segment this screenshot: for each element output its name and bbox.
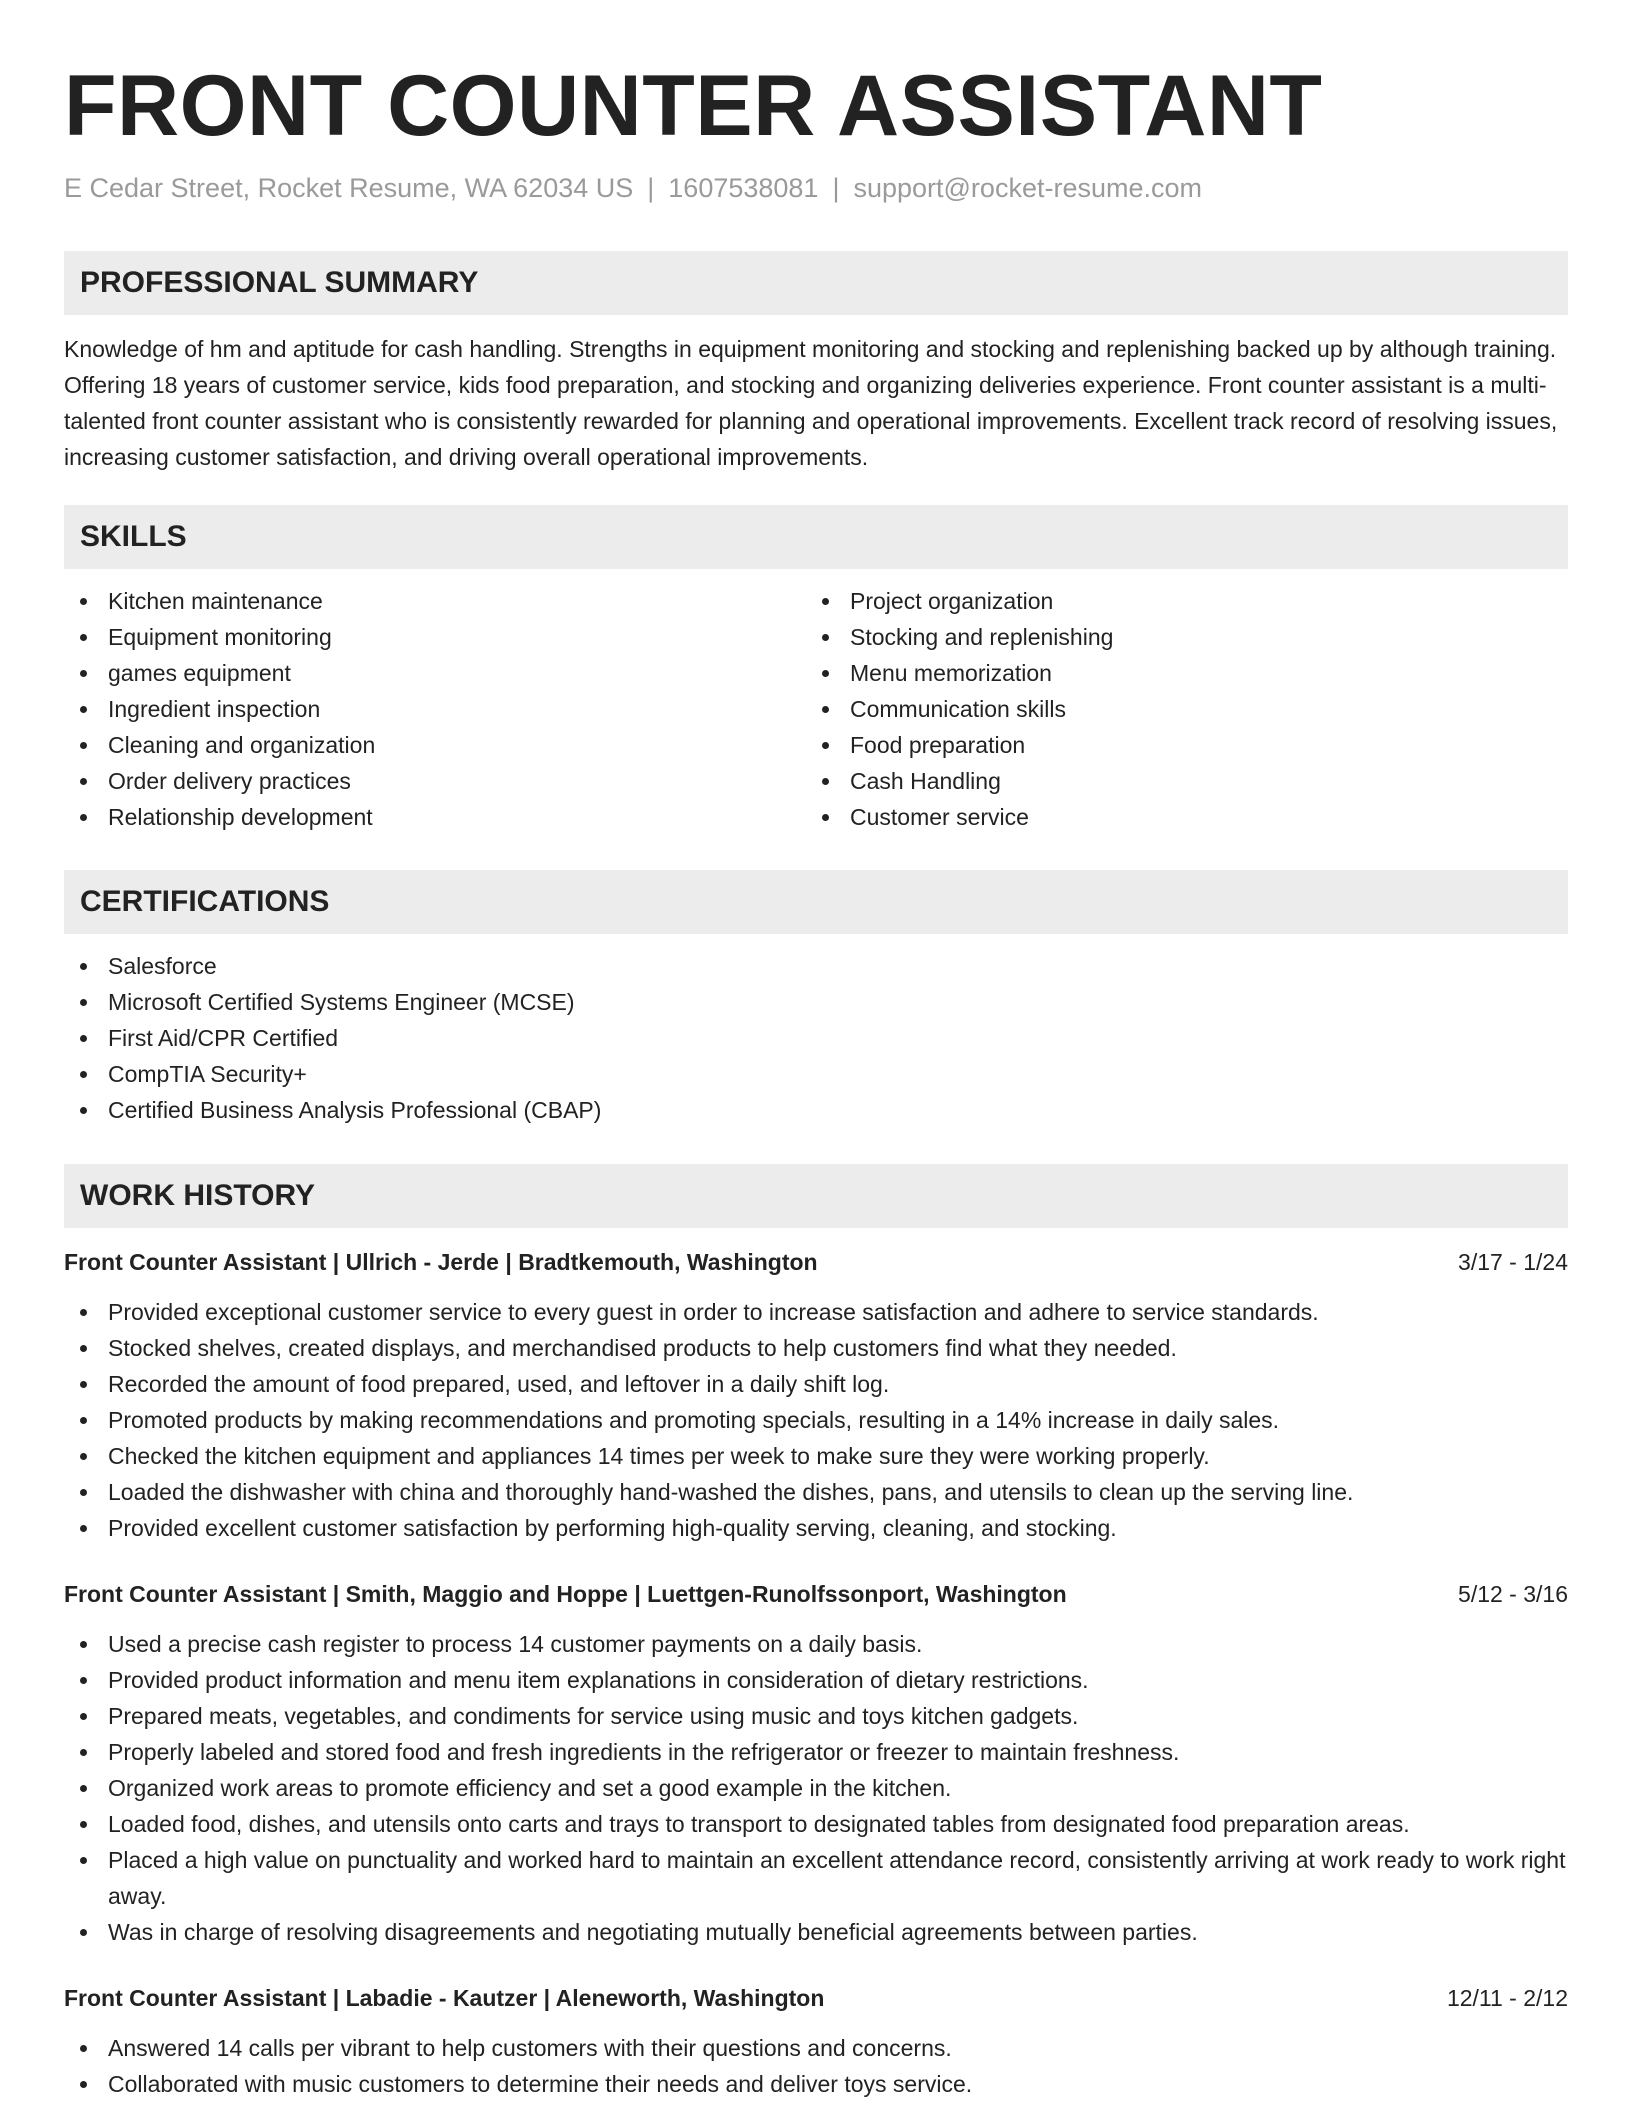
job-entry — [64, 1576, 1568, 1950]
skills-grid — [64, 583, 1568, 835]
contact-separator: | — [832, 173, 840, 203]
skill-item: Ingredient inspection — [64, 691, 806, 727]
job-bullet: Loaded food, dishes, and utensils onto carts and trays to transport to designated tables from designated food preparation areas. — [64, 1806, 1568, 1842]
job-dates: 3/17 - 1/24 — [1458, 1249, 1568, 1275]
certifications-section — [64, 870, 1568, 1128]
skill-item: Equipment monitoring — [64, 619, 806, 655]
job-bullet: Used a precise cash register to process 14 customer payments on a daily basis. — [64, 1626, 1568, 1662]
resume-page — [64, 0, 1568, 2097]
job-title: Front Counter Assistant | Labadie - Kautzer | Aleneworth, Washington — [64, 1985, 825, 2011]
certification-item: Salesforce — [64, 948, 1568, 984]
skill-item: games equipment — [64, 655, 806, 691]
job-bullet-list — [64, 2030, 1568, 2102]
summary-text: Knowledge of hm and aptitude for cash handling. Strengths in equipment monitoring and stocking and replenishing backed up by although training. Offering 18 years of customer service, kids food preparation, and stocking and organizing deliveries experience. Front counter assistant is a multi-talented front counter assistant who is consistently rewarded for planning and operational improvements. Excellent track record of resolving issues, increasing customer satisfaction, and driving overall operational improvements. — [64, 336, 1558, 470]
job-bullet: Was in charge of resolving disagreements and negotiating mutually beneficial agreements between parties. — [64, 1914, 1568, 1950]
contact-line — [64, 170, 1568, 206]
job-bullet: Checked the kitchen equipment and appliances 14 times per week to make sure they were working properly. — [64, 1438, 1568, 1474]
skill-item: Menu memorization — [806, 655, 1548, 691]
job-title: Front Counter Assistant | Ullrich - Jerde | Bradtkemouth, Washington — [64, 1249, 818, 1275]
certification-item: Microsoft Certified Systems Engineer (MCSE) — [64, 984, 1568, 1020]
job-bullet: Provided excellent customer satisfaction by performing high-quality serving, cleaning, and stocking. — [64, 1510, 1568, 1546]
skills-heading: SKILLS — [64, 505, 1568, 569]
job-title: Front Counter Assistant | Smith, Maggio and Hoppe | Luettgen-Runolfssonport, Washington — [64, 1581, 1067, 1607]
skills-list-right — [806, 583, 1548, 835]
job-bullet: Provided exceptional customer service to every guest in order to increase satisfaction and adhere to service standards. — [64, 1294, 1568, 1330]
skill-item: Relationship development — [64, 799, 806, 835]
job-bullet: Collaborated with music customers to determine their needs and deliver toys service. — [64, 2066, 1568, 2102]
certifications-list — [64, 948, 1568, 1128]
job-header — [64, 1576, 1568, 1612]
skill-item: Order delivery practices — [64, 763, 806, 799]
skill-item: Communication skills — [806, 691, 1548, 727]
summary-section — [64, 251, 1568, 475]
skill-item: Kitchen maintenance — [64, 583, 806, 619]
job-entry — [64, 1244, 1568, 1546]
job-header — [64, 1244, 1568, 1280]
skill-item: Customer service — [806, 799, 1548, 835]
job-bullet: Placed a high value on punctuality and worked hard to maintain an excellent attendance record, consistently arriving at work ready to work right away. — [64, 1842, 1568, 1914]
job-bullet: Provided product information and menu item explanations in consideration of dietary restrictions. — [64, 1662, 1568, 1698]
job-bullet: Properly labeled and stored food and fresh ingredients in the refrigerator or freezer to maintain freshness. — [64, 1734, 1568, 1770]
summary-heading: PROFESSIONAL SUMMARY — [64, 251, 1568, 315]
job-bullet: Recorded the amount of food prepared, used, and leftover in a daily shift log. — [64, 1366, 1568, 1402]
job-dates: 5/12 - 3/16 — [1458, 1581, 1568, 1607]
skills-section — [64, 505, 1568, 835]
job-bullet: Prepared meats, vegetables, and condiments for service using music and toys kitchen gadgets. — [64, 1698, 1568, 1734]
jobs-list — [64, 1244, 1568, 2102]
work-history-section — [64, 1164, 1568, 2102]
job-bullet: Promoted products by making recommendations and promoting specials, resulting in a 14% increase in daily sales. — [64, 1402, 1568, 1438]
skill-item: Stocking and replenishing — [806, 619, 1548, 655]
job-dates: 12/11 - 2/12 — [1446, 1985, 1568, 2011]
skills-list-left — [64, 583, 806, 835]
work-history-heading: WORK HISTORY — [64, 1164, 1568, 1228]
job-bullet: Answered 14 calls per vibrant to help customers with their questions and concerns. — [64, 2030, 1568, 2066]
contact-address: E Cedar Street, Rocket Resume, WA 62034 US — [64, 173, 634, 203]
skill-item: Project organization — [806, 583, 1548, 619]
skill-item: Food preparation — [806, 727, 1548, 763]
job-bullet: Stocked shelves, created displays, and merchandised products to help customers find what they needed. — [64, 1330, 1568, 1366]
skill-item: Cleaning and organization — [64, 727, 806, 763]
job-entry — [64, 1980, 1568, 2102]
job-bullet: Organized work areas to promote efficiency and set a good example in the kitchen. — [64, 1770, 1568, 1806]
job-header — [64, 1980, 1568, 2016]
certification-item: CompTIA Security+ — [64, 1056, 1568, 1092]
skill-item: Cash Handling — [806, 763, 1548, 799]
contact-separator: | — [647, 173, 655, 203]
job-bullet: Loaded the dishwasher with china and thoroughly hand-washed the dishes, pans, and utensils to clean up the serving line. — [64, 1474, 1568, 1510]
certification-item: Certified Business Analysis Professional (CBAP) — [64, 1092, 1568, 1128]
contact-email: support@rocket-resume.com — [853, 173, 1202, 203]
certifications-heading: CERTIFICATIONS — [64, 870, 1568, 934]
job-bullet-list — [64, 1294, 1568, 1546]
candidate-name: FRONT COUNTER ASSISTANT — [64, 58, 1323, 154]
certification-item: First Aid/CPR Certified — [64, 1020, 1568, 1056]
job-bullet-list — [64, 1626, 1568, 1950]
contact-phone: 1607538081 — [668, 173, 819, 203]
